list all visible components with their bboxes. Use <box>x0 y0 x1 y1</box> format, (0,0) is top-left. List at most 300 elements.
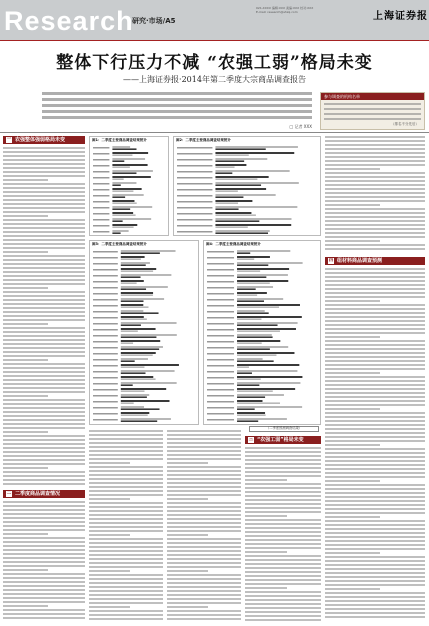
text-line <box>89 438 163 440</box>
chart-bar <box>237 282 270 284</box>
text-line <box>3 227 85 229</box>
chart-bar <box>215 208 238 210</box>
text-line <box>245 499 321 501</box>
text-line <box>89 514 163 516</box>
text-line <box>325 460 425 462</box>
text-line <box>325 392 425 394</box>
text-line <box>325 420 425 422</box>
text-line <box>3 549 85 551</box>
text-line <box>325 484 425 486</box>
text-line <box>3 283 85 285</box>
chart-row-label <box>93 275 118 277</box>
text-line <box>245 519 321 521</box>
text-line <box>245 607 321 609</box>
text-line <box>245 571 321 573</box>
text-line <box>89 450 163 452</box>
text-line <box>3 545 85 547</box>
chart-row-label <box>93 165 109 167</box>
text-line <box>325 576 425 578</box>
text-line <box>3 247 85 249</box>
text-line <box>245 527 321 529</box>
chart-row-label <box>93 195 109 197</box>
text-line <box>167 566 241 568</box>
text-line <box>325 176 425 178</box>
text-line <box>325 232 425 234</box>
chart-bar <box>121 382 177 384</box>
text-line <box>3 609 85 611</box>
text-line <box>89 574 163 576</box>
chart-row-label <box>207 305 234 307</box>
text-line <box>167 458 241 460</box>
chart-row-label <box>207 299 234 301</box>
chart-bar <box>121 286 168 288</box>
chart-row-label <box>93 231 109 233</box>
body-text-column-5b <box>325 268 425 623</box>
text-line <box>167 466 241 468</box>
chart-row-label <box>207 329 234 331</box>
text-line <box>325 188 425 190</box>
text-line <box>167 462 208 464</box>
chart-row-label <box>93 281 118 283</box>
text-line <box>325 168 380 170</box>
chart-row-label <box>93 395 118 397</box>
chart-bar <box>121 330 138 332</box>
chart-bar <box>215 194 275 196</box>
chart-bar <box>237 408 255 410</box>
chart-row-label <box>207 263 234 265</box>
text-line <box>3 585 85 587</box>
chart-bar <box>112 208 130 210</box>
chart-bar <box>112 148 136 150</box>
text-line <box>245 495 321 497</box>
text-line <box>325 240 380 242</box>
chart-bar <box>121 352 156 354</box>
text-line <box>3 431 48 433</box>
chart-bar <box>215 170 289 172</box>
text-line <box>3 383 85 385</box>
chart-bar <box>237 400 262 402</box>
text-line <box>89 554 163 556</box>
text-line <box>3 371 85 373</box>
chart-bar <box>121 262 150 264</box>
text-line <box>89 430 163 432</box>
chart-bar <box>121 328 156 330</box>
chart-bar <box>215 166 234 168</box>
chart-bar <box>215 230 269 232</box>
text-line <box>325 408 380 410</box>
text-line <box>89 482 163 484</box>
chart-bar <box>237 264 268 266</box>
text-line <box>325 148 425 150</box>
chart-bar <box>121 372 146 374</box>
chart-bar <box>237 258 254 260</box>
chart-bar <box>237 396 265 398</box>
text-line <box>325 452 425 454</box>
chart-row-label <box>207 407 234 409</box>
text-line <box>167 534 208 536</box>
text-line <box>325 372 380 374</box>
text-line <box>3 463 85 465</box>
text-line <box>325 596 425 598</box>
chart-row-label <box>93 377 118 379</box>
text-line <box>89 434 163 436</box>
text-line <box>3 171 85 173</box>
chart-row-label <box>177 213 212 215</box>
text-line <box>167 558 241 560</box>
chart-row-label <box>207 341 234 343</box>
text-line <box>3 403 85 405</box>
chart-row-label <box>207 419 234 421</box>
page-header <box>0 0 429 40</box>
text-line <box>325 312 425 314</box>
chart-bar <box>121 346 163 348</box>
chart-bar <box>215 182 298 184</box>
text-line <box>325 512 425 514</box>
chart-row-label <box>177 165 212 167</box>
chart-row-label <box>207 281 234 283</box>
text-line <box>325 524 425 526</box>
text-line <box>167 446 241 448</box>
text-line <box>325 496 425 498</box>
chart-bar <box>112 224 137 226</box>
text-line <box>89 510 163 512</box>
text-line <box>3 287 48 289</box>
text-line <box>3 391 85 393</box>
chart-bar <box>121 348 159 350</box>
text-line <box>3 215 48 217</box>
chart-bar <box>112 200 134 202</box>
text-line <box>325 384 425 386</box>
text-line <box>167 590 241 592</box>
text-line <box>3 399 85 401</box>
text-line <box>325 320 425 322</box>
text-line <box>325 272 425 274</box>
text-line <box>3 223 85 225</box>
text-line <box>3 517 85 519</box>
chart-bar <box>237 262 303 264</box>
text-line <box>325 440 425 442</box>
chart-row-label <box>177 183 212 185</box>
text-line <box>245 547 321 549</box>
text-line <box>3 529 85 531</box>
chart-bar <box>121 276 141 278</box>
text-line <box>167 514 241 516</box>
text-line <box>325 268 425 270</box>
chart-row-label <box>93 383 118 385</box>
text-line <box>3 561 85 563</box>
text-line <box>89 474 163 476</box>
chart-row-label <box>207 257 234 259</box>
chart-bar <box>112 184 120 186</box>
chart-row-label <box>177 201 212 203</box>
text-line <box>325 352 425 354</box>
chart-row-label <box>93 201 109 203</box>
chart-row-label <box>93 407 118 409</box>
text-line <box>3 533 48 535</box>
text-line <box>3 279 85 281</box>
text-line <box>325 316 425 318</box>
chart-bar <box>121 324 141 326</box>
chart-bar <box>215 188 266 190</box>
chart-row-label <box>207 401 234 403</box>
text-line <box>325 412 425 414</box>
chart-bar <box>237 318 261 320</box>
text-line <box>3 159 85 161</box>
text-line <box>325 296 425 298</box>
text-line <box>89 618 163 620</box>
text-line <box>325 488 425 490</box>
chart-bar <box>215 178 257 180</box>
chart-bar <box>121 300 144 302</box>
chart-bar <box>215 220 259 222</box>
text-line <box>3 179 48 181</box>
text-line <box>167 542 241 544</box>
text-line <box>167 582 241 584</box>
text-line <box>245 447 321 449</box>
chart-row-label <box>93 287 118 289</box>
chart-bar <box>215 190 237 192</box>
chart-4 <box>203 240 321 425</box>
text-line <box>3 275 85 277</box>
text-line <box>3 415 85 417</box>
chart-row-label <box>207 413 234 415</box>
text-line <box>245 595 321 597</box>
chart-bar <box>237 390 273 392</box>
chart-bar <box>237 394 284 396</box>
chart-bar <box>112 154 132 156</box>
text-line <box>325 152 425 154</box>
text-line <box>167 550 241 552</box>
text-line <box>325 196 425 198</box>
text-line <box>325 428 425 430</box>
chart-row-label <box>177 159 212 161</box>
text-line <box>3 191 85 193</box>
chart-bar <box>121 396 147 398</box>
text-line <box>89 586 163 588</box>
chart-row-label <box>207 251 234 253</box>
text-line <box>89 454 163 456</box>
chart-bar <box>215 226 247 228</box>
text-line <box>3 183 85 185</box>
meta-line-2: E-mail: research@shzq.com <box>256 10 298 14</box>
text-line <box>325 592 425 594</box>
chart-bar <box>112 194 143 196</box>
chart-row-label <box>93 329 118 331</box>
text-line <box>325 160 425 162</box>
chart-bar <box>237 418 287 420</box>
chart-bar <box>121 358 148 360</box>
text-line <box>325 328 425 330</box>
article-abstract <box>42 92 312 130</box>
text-line <box>325 612 425 614</box>
chart-row-label <box>207 389 234 391</box>
chart-row-label <box>93 189 109 191</box>
text-line <box>3 319 85 321</box>
text-line <box>325 584 425 586</box>
chart-bar <box>121 294 153 296</box>
text-line <box>3 509 85 511</box>
text-line <box>245 591 321 593</box>
text-line <box>3 407 85 409</box>
chart-bar <box>215 176 268 178</box>
text-line <box>245 511 321 513</box>
chart-bar <box>112 172 136 174</box>
text-line <box>89 518 163 520</box>
chart-bar <box>237 312 269 314</box>
chart-row-label <box>177 147 212 149</box>
chart-bar <box>215 146 298 148</box>
text-line <box>325 284 425 286</box>
chart-row-label <box>207 371 234 373</box>
chart-bar <box>237 406 302 408</box>
text-line <box>325 288 425 290</box>
text-line <box>245 575 321 577</box>
chart-bar <box>237 270 260 272</box>
chart-bar <box>121 376 153 378</box>
text-line <box>89 610 163 612</box>
text-line <box>167 502 241 504</box>
chart-bar <box>215 160 244 162</box>
body-text-column-4 <box>245 447 321 623</box>
text-line <box>167 434 241 436</box>
chart-bar <box>215 232 268 234</box>
text-line <box>3 459 85 461</box>
chart-2 <box>173 136 321 236</box>
chart-row-label <box>93 257 118 259</box>
text-line <box>325 140 425 142</box>
text-line <box>3 291 85 293</box>
text-line <box>325 340 425 342</box>
chart-row-label <box>207 293 234 295</box>
text-line <box>325 560 425 562</box>
chart-bar <box>215 152 294 154</box>
chart-row-label <box>93 389 118 391</box>
chart-bar <box>121 258 141 260</box>
chart-bar <box>112 202 136 204</box>
chart-bar <box>237 276 266 278</box>
text-line <box>3 601 85 603</box>
text-line <box>325 472 425 474</box>
text-line <box>3 187 85 189</box>
chart-bar <box>237 412 265 414</box>
text-line <box>89 458 163 460</box>
text-line <box>3 359 48 361</box>
text-line <box>89 446 163 448</box>
chart-bar <box>121 384 133 386</box>
chart-bar <box>112 232 120 234</box>
text-line <box>3 537 85 539</box>
text-line <box>325 220 425 222</box>
chart-bar <box>121 250 176 252</box>
text-line <box>89 602 163 604</box>
chart-3 <box>89 240 199 425</box>
abstract-divider <box>0 132 429 133</box>
text-line <box>325 192 425 194</box>
text-line <box>325 332 425 334</box>
text-line <box>245 487 321 489</box>
chart-bar <box>121 402 134 404</box>
chart-bar <box>121 264 146 266</box>
section-heading-2: 二 二季度商品调查情况 <box>3 490 85 498</box>
text-line <box>89 558 163 560</box>
chart-bar <box>237 322 298 324</box>
text-line <box>3 593 85 595</box>
text-line <box>3 311 85 313</box>
text-line <box>89 582 163 584</box>
chart-bar <box>215 184 261 186</box>
text-line <box>89 522 163 524</box>
chart-bar <box>215 206 297 208</box>
text-line <box>89 546 163 548</box>
chart-row-label <box>177 225 212 227</box>
chart-bar <box>112 196 125 198</box>
text-line <box>3 577 85 579</box>
text-line <box>325 388 425 390</box>
text-line <box>3 267 85 269</box>
chart-row-label <box>93 177 109 179</box>
text-line <box>3 303 85 305</box>
chart-bar <box>237 256 270 258</box>
chart-bar <box>237 280 288 282</box>
chart-bar <box>237 328 296 330</box>
chart-bar <box>112 206 152 208</box>
chart-3-title: 图3：二季度主要商品调查结果统计 <box>92 242 147 246</box>
chart-row-label <box>207 275 234 277</box>
chart-bar <box>237 382 300 384</box>
text-line <box>325 376 425 378</box>
text-line <box>325 528 425 530</box>
chart-row-label <box>93 153 109 155</box>
text-line <box>325 516 380 518</box>
chart-row-label <box>93 251 118 253</box>
text-line <box>245 563 321 565</box>
text-line <box>245 539 321 541</box>
chart-bar <box>237 300 264 302</box>
chart-bar <box>121 312 159 314</box>
text-line <box>3 259 85 261</box>
text-line <box>167 494 241 496</box>
chart-bar <box>121 354 153 356</box>
text-line <box>3 501 85 503</box>
text-line <box>245 531 321 533</box>
chart-bar <box>237 340 280 342</box>
chart-bar <box>121 292 153 294</box>
meta-line-1: 021-XXXX 编辑:XXX 美编:XXX 校对:XXX <box>256 6 314 10</box>
text-line <box>3 443 85 445</box>
text-line <box>3 351 85 353</box>
chart-row-label <box>177 153 212 155</box>
text-line <box>245 619 321 621</box>
text-line <box>3 295 85 297</box>
text-line <box>3 339 85 341</box>
participant-list-box <box>320 92 425 130</box>
chart-row-label <box>93 317 118 319</box>
chart-4-bars <box>204 241 322 426</box>
text-line <box>89 562 163 564</box>
text-line <box>3 347 85 349</box>
chart-bar <box>215 148 265 150</box>
chart-bar <box>215 214 255 216</box>
chart-bar <box>121 394 149 396</box>
chart-bar <box>121 366 145 368</box>
chart-bar <box>237 310 265 312</box>
text-line <box>3 151 85 153</box>
text-line <box>3 307 85 309</box>
chart-bar <box>112 190 133 192</box>
text-line <box>89 578 163 580</box>
chart-bar <box>112 178 123 180</box>
chart-bar <box>121 304 143 306</box>
